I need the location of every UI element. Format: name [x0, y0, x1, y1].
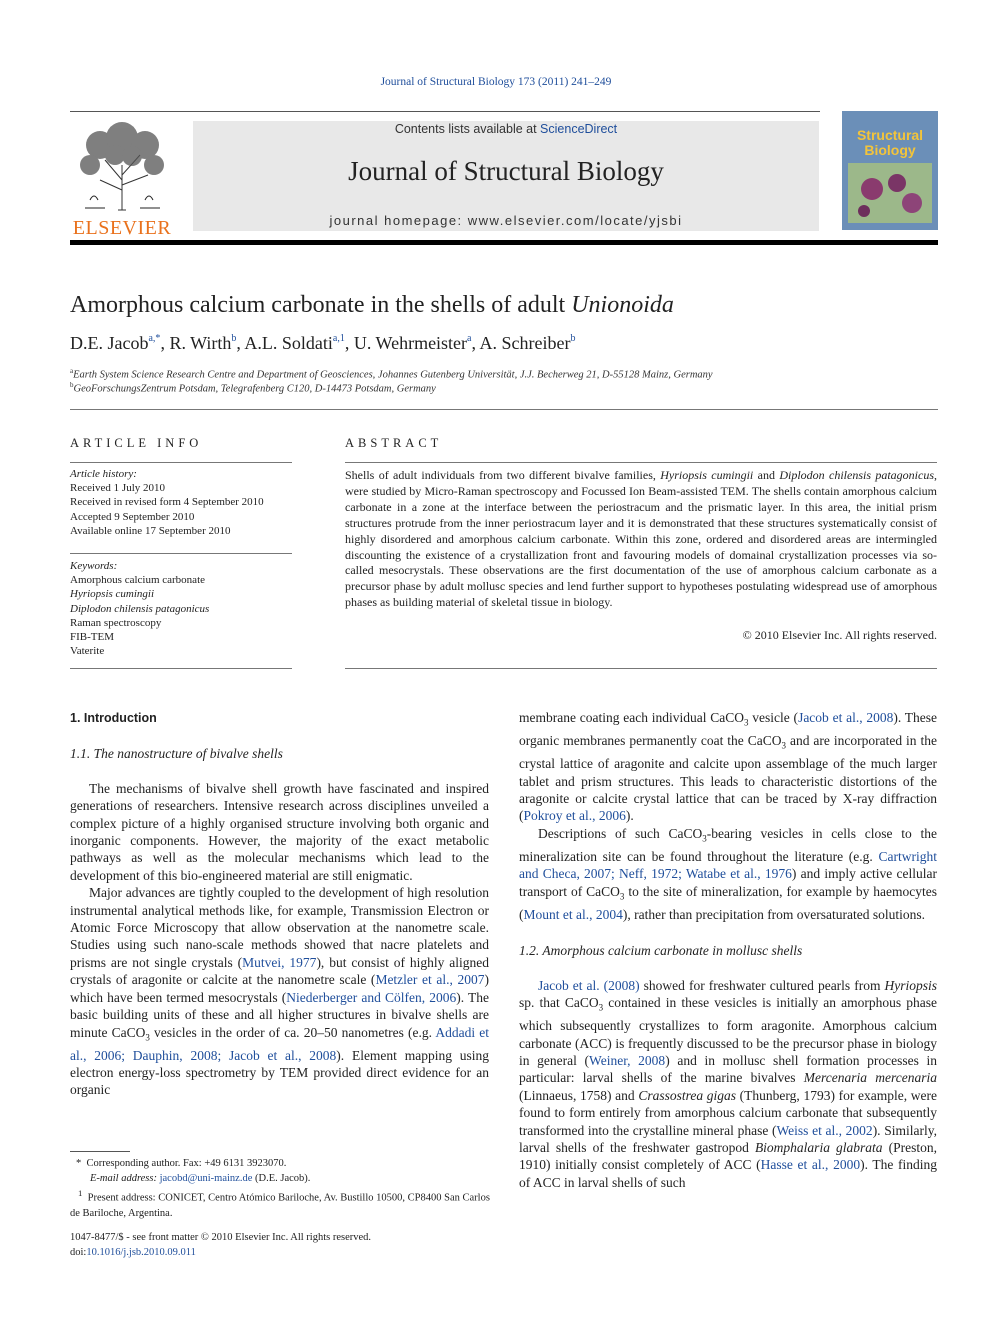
- divider: [70, 553, 292, 554]
- sciencedirect-link[interactable]: ScienceDirect: [540, 122, 618, 136]
- paragraph: Jacob et al. (2008) showed for freshwater cultured pearls from Hyriopsis sp. that CaCO$_3$ contained in these vesicles is initially an amorphous phase which subsequently crystallizes to form aragonite. Amorphous calcium carbonate (ACC) is frequently discussed to be the precursor phase in biology in general (Weiner, 2008) and in mollusc shell formation processes in particular: larval shells of the marine bivalves Mercenaria mercenaria (Linnaeus, 1758) and Crassostrea gigas (Thunberg, 1793) for example, were found to form entirely from amorphous calcium carbonate that subsequently transformed into the crystalline mineral phase (Weiss et al., 2002). Similarly, larval shells of the freshwater gastropod Biomphalaria glabrata (Preston, 1910) initially consist completely of ACC (Hasse et al., 2000). The finding of ACC in larval shells of such: [519, 977, 938, 1190]
- citation-link[interactable]: Cartwright and Checa, 2007; Neff, 1972; Watabe et al., 1976: [519, 848, 937, 882]
- footnotes: * Corresponding author. Fax: +49 6131 3923070. E-mail address: jacobd@uni-mainz.de (D.E. Jacob). $^1$ Present address: CONICET, Centro Atómico Bariloche, Av. Bustillo 10500, CP8400 San Carlos de Bariloche, Argentina.: [70, 1158, 490, 1219]
- citation-link[interactable]: Hasse et al., 2000: [760, 1157, 861, 1173]
- author-name[interactable]: D.E. Jacob: [70, 333, 149, 353]
- author-affil-mark[interactable]: a: [467, 333, 472, 344]
- divider: [345, 668, 937, 669]
- article-history: [70, 467, 292, 538]
- email-link[interactable]: jacobd@uni-mainz.de: [159, 1173, 253, 1184]
- citation-link[interactable]: Mutvei, 1977: [242, 954, 317, 970]
- divider: [345, 462, 937, 463]
- subsection-heading: 1.2. Amorphous calcium carbonate in mollusc shells: [519, 943, 803, 959]
- author-affil-mark[interactable]: b: [231, 333, 237, 344]
- affiliation-a: $^a$Earth System Science Research Centre and Department of Geosciences, Johannes Gutenberg Universität, J.J. Becherweg 21, D-55128 Mainz, Germany: [70, 367, 713, 381]
- author-name[interactable]: A.L. Soldati: [244, 333, 333, 353]
- header-thick-rule: [70, 240, 938, 245]
- article-title-main: Amorphous calcium carbonate in the shells of adult: [70, 292, 572, 318]
- author-affil-mark[interactable]: a,1: [332, 333, 345, 344]
- paragraph: membrane coating each individual CaCO$_3$ vesicle (Jacob et al., 2008). These organic membranes permanently coat the CaCO$_3$ and are incorporated in the crystal lattice of aragonite and calcite upon assemblage of the much larger tablet and prism structures. This leads to characteristic distortions of the aragonite or calcite crystal lattice that can be traced by X-ray diffraction (Pokroy et al., 2006).: [519, 710, 937, 824]
- article-info-heading: ARTICLE INFO: [70, 436, 203, 450]
- citation-link[interactable]: Weiss et al., 2002: [776, 1122, 873, 1138]
- author-name[interactable]: A. Schreiber: [479, 333, 571, 353]
- journal-cover: [842, 111, 938, 230]
- history-revised: Received in revised form 4 September 2010: [70, 496, 264, 509]
- cover-title-structural: Structural: [856, 127, 924, 143]
- subsection-heading: 1.1. The nanostructure of bivalve shells: [70, 746, 283, 762]
- journal-title: Journal of Structural Biology: [348, 156, 664, 186]
- citation-link[interactable]: Jacob et al. (2008): [538, 977, 640, 993]
- citation-link[interactable]: Jacob et al., 2008: [798, 710, 894, 725]
- citation-link[interactable]: Weiner, 2008: [589, 1052, 666, 1068]
- history-online: Available online 17 September 2010: [70, 524, 231, 537]
- history-label: Article history:: [70, 468, 137, 480]
- author-list: D.E. Jacob$^{a,*}$, R. Wirth$^b$, A.L. Soldati$^{a,1}$, U. Wehrmeister$^a$, A. Schreiber$^b$: [70, 333, 576, 353]
- body-right-column: [519, 709, 937, 1191]
- citation-link[interactable]: Metzler et al., 2007: [375, 972, 485, 988]
- author-affil-mark[interactable]: a,*: [148, 333, 161, 344]
- citation-link[interactable]: Pokroy et al., 2006: [523, 808, 626, 824]
- citation-link[interactable]: Niederberger and Cölfen, 2006: [286, 989, 457, 1005]
- keywords-label: Keywords:: [70, 560, 118, 572]
- footnote-corresponding: Corresponding author. Fax: +49 6131 3923070.: [86, 1158, 287, 1169]
- author-affil-mark[interactable]: b: [570, 333, 576, 344]
- article-title-taxon: Unionoida: [571, 292, 674, 318]
- elsevier-wordmark: ELSEVIER: [72, 217, 172, 239]
- keyword: Diplodon chilensis patagonicus: [70, 602, 210, 615]
- footnote-rule: [70, 1151, 130, 1152]
- contents-line: [193, 122, 819, 136]
- elsevier-tree-icon: [70, 120, 174, 214]
- paragraph: Major advances are tightly coupled to the development of high resolution instrumental analytical methods like, for example, Transmission Electron or Atomic Force Microscopy that allow observation at the nanometre scale. Studies using such nano-scale methods showed that nacre platelets and prisms are not single crystals (Mutvei, 1977), but consist of highly aligned crystals of aragonite or calcite at the nanometre scale (Metzler et al., 2007) which have been termed mesocrystals (Niederberger and Cölfen, 2006). The basic building units of these and all higher structures in bivalve shells are minute CaCO$_3$ vesicles in the order of ca. 20–50 nanometres (e.g. Addadi et al., 2006; Dauphin, 2008; Jacob et al., 2008). Element mapping using electron energy-loss spectrometry by TEM provided direct evidence for an organic: [70, 885, 490, 1098]
- header-rule: [70, 111, 820, 112]
- section-heading-introduction: 1. Introduction: [70, 711, 157, 725]
- paragraph: Descriptions of such CaCO$_3$-bearing vesicles in cells close to the mineralization site can be found throughout the literature (e.g. Cartwright and Checa, 2007; Neff, 1972; Watabe et al., 1976) and imply active cellular transport of CaCO$_3$ to the site of mineralization, for example by haemocytes (Mount et al., 2004), rather than precipitation from oversaturated solutions.: [519, 825, 937, 922]
- history-received: Received 1 July 2010: [70, 482, 166, 495]
- keyword: Raman spectroscopy: [70, 616, 162, 629]
- keywords: [70, 559, 292, 658]
- author-name[interactable]: U. Wehrmeister: [353, 333, 468, 353]
- keyword: Vaterite: [70, 645, 105, 658]
- affiliation-b: $^b$GeoForschungsZentrum Potsdam, Telegrafenberg C120, D-14473 Potsdam, Germany: [70, 381, 436, 395]
- divider: [70, 668, 292, 669]
- history-accepted: Accepted 9 September 2010: [70, 510, 195, 523]
- author-name[interactable]: R. Wirth: [169, 333, 232, 353]
- paragraph: The mechanisms of bivalve shell growth have fascinated and inspired generations of researchers. Intensive research across disciplines unveiled a complex picture of a highly organised structure involving both organic and inorganic components. However, the majority of the exact metabolic pathways as well as the molecular mechanisms which lead to the development of this bio-engineered material are still enigmatic.: [70, 780, 489, 883]
- divider: [70, 462, 292, 463]
- keyword: FIB-TEM: [70, 631, 114, 644]
- footnote-present-address: Present address: CONICET, Centro Atómico Bariloche, Av. Bustillo 10500, CP8400 San Carlos de Bariloche, Argentina.: [70, 1192, 490, 1219]
- abstract-text: Shells of adult individuals from two different bivalve families, Hyriopsis cumingii and Diplodon chilensis patagonicus, were studied by Micro-Raman spectroscopy and Focussed Ion Beam-assisted TEM. The shells contain amorphous calcium carbonate in a zone at the interface between the periostracum and the prismatic layer. In this area, the initial prism structures protrude from the inner periostracum layer and it is demonstrated that these structures systematically consist of highly disordered and amorphous calcium carbonate. Within this zone, ordered and disordered areas are intermingled discounting the existence of a crystallization front and favouring models of domainal crystallization processes via so-called mesocrystals. These observations are the first documentation of the use of amorphous calcium carbonate as a precursor phase by adult mollusc species and lend further support to hypotheses postulating widespread use of amorphous phases as building material of skeletal tissue in biology.: [345, 468, 938, 610]
- journal-citation[interactable]: Journal of Structural Biology 173 (2011) 241–249: [380, 76, 612, 88]
- journal-homepage[interactable]: journal homepage: www.elsevier.com/locate/yjsbi: [329, 213, 683, 228]
- divider: [70, 409, 938, 410]
- body-left-column: [70, 710, 489, 1099]
- article-title: [70, 292, 674, 319]
- elsevier-logo: [70, 120, 174, 239]
- cover-title-biology: Biology: [864, 142, 916, 158]
- contents-prefix: Contents lists available at: [394, 122, 541, 136]
- citation-link[interactable]: Mount et al., 2004: [523, 906, 623, 922]
- abstract-heading: ABSTRACT: [345, 436, 443, 450]
- issn-line: 1047-8477/$ - see front matter © 2010 Elsevier Inc. All rights reserved.: [70, 1232, 372, 1243]
- citation-link[interactable]: Addadi et al., 2006; Dauphin, 2008; Jacob et al., 2008: [70, 1024, 489, 1063]
- keyword: Hyriopsis cumingii: [70, 588, 155, 601]
- doi-link[interactable]: 10.1016/j.jsb.2010.09.011: [86, 1247, 196, 1258]
- front-matter: 1047-8477/$ - see front matter © 2010 Elsevier Inc. All rights reserved. doi:10.1016/j.jsb.2010.09.011: [70, 1230, 490, 1260]
- abstract-copyright: © 2010 Elsevier Inc. All rights reserved.: [742, 628, 937, 642]
- keyword: Amorphous calcium carbonate: [70, 574, 206, 587]
